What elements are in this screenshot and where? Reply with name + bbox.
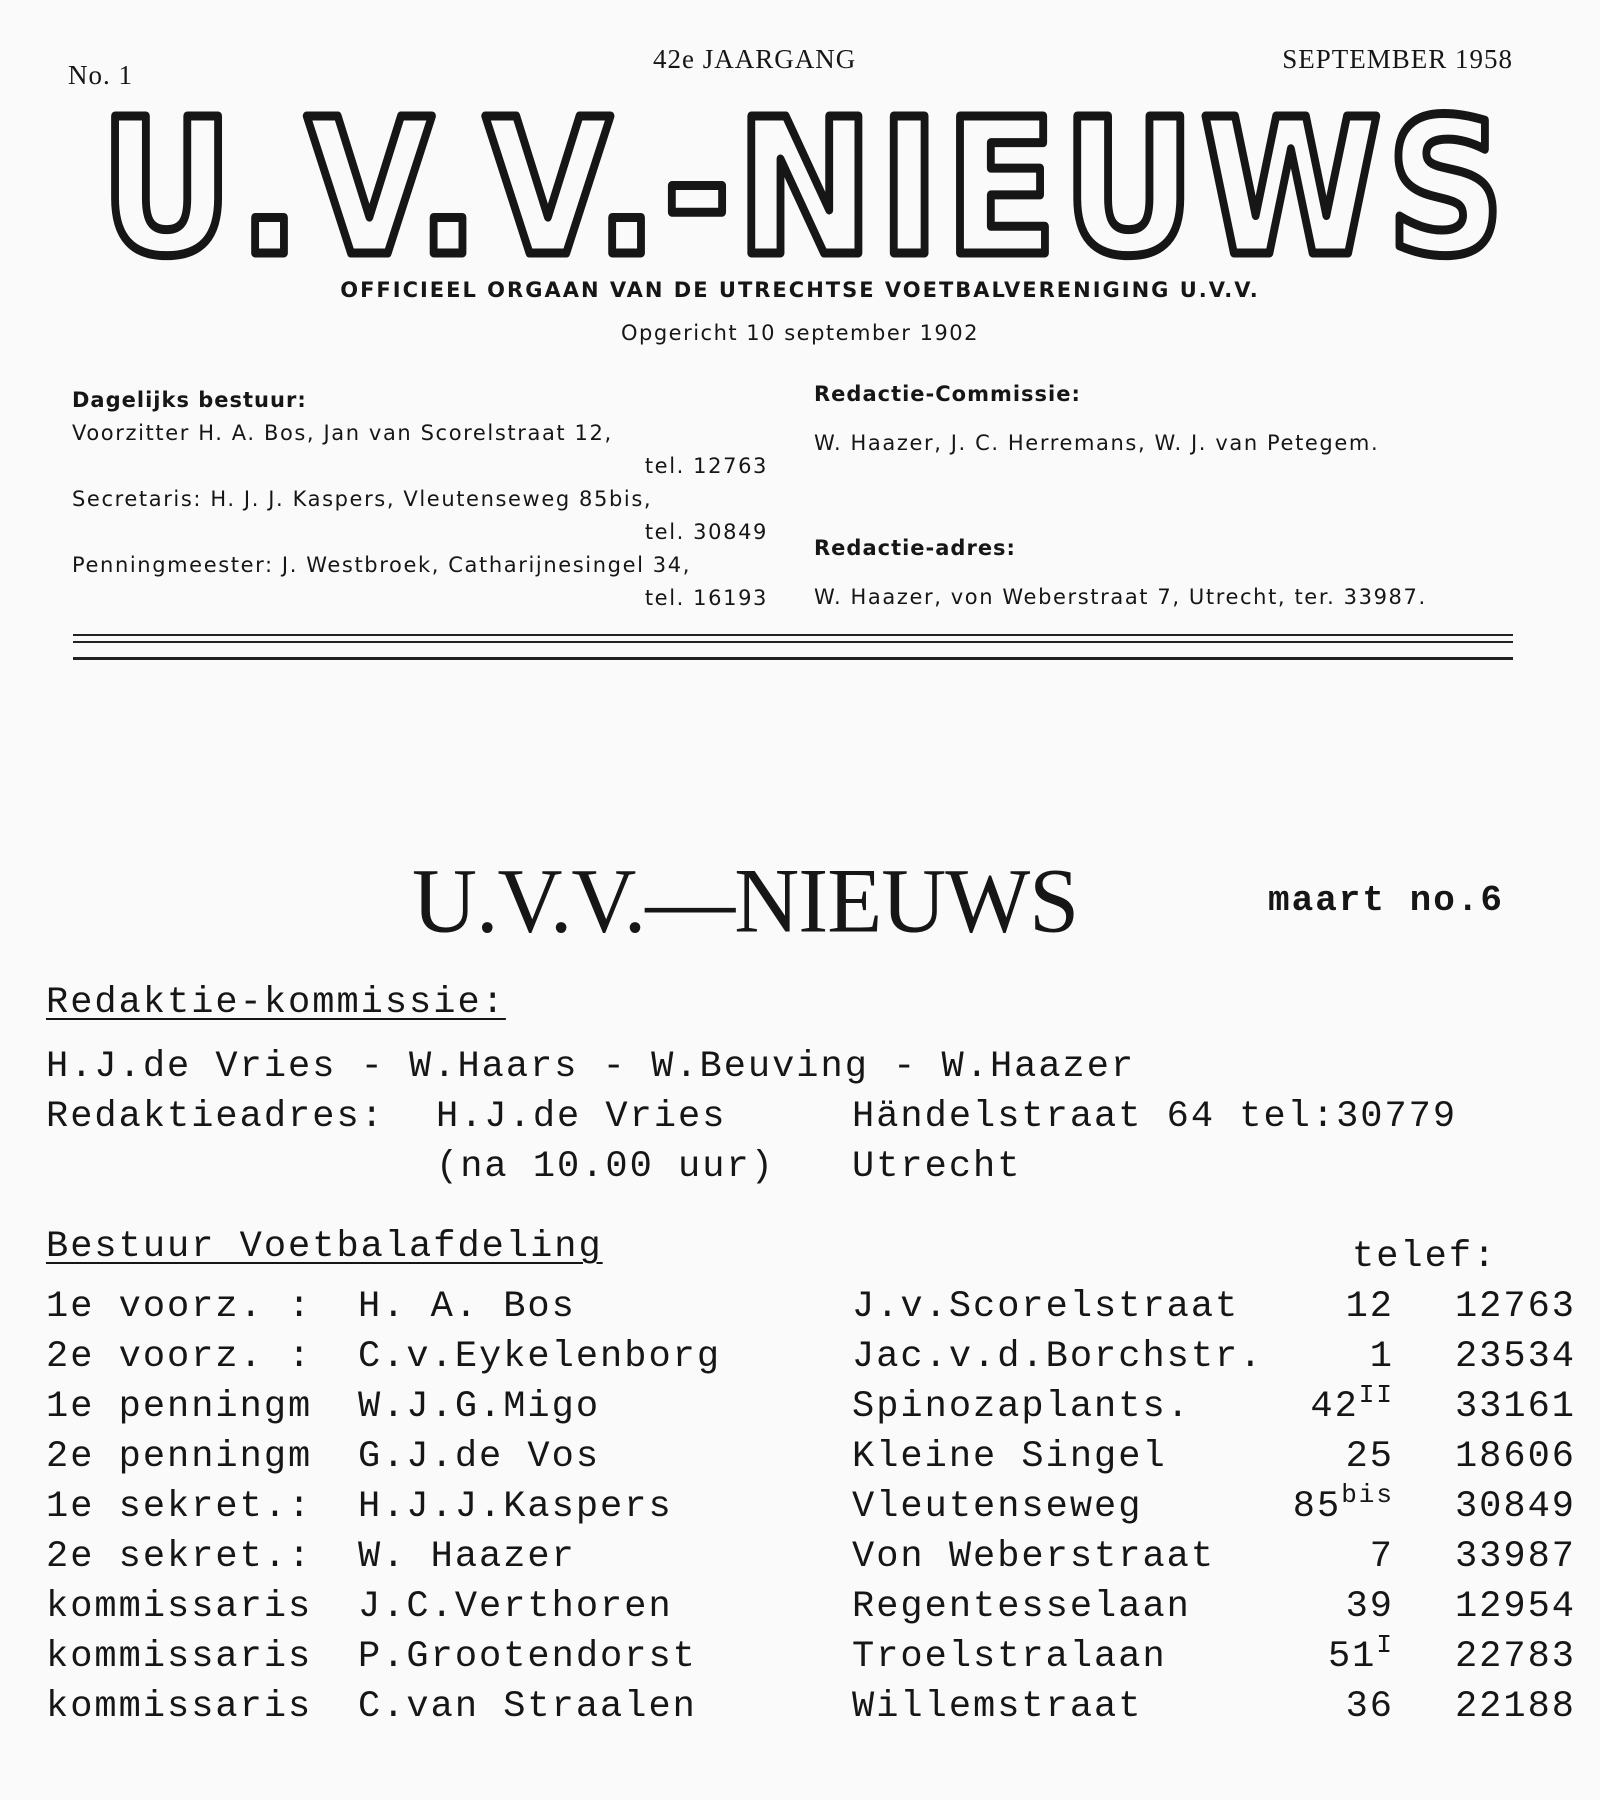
founding-date: Opgericht 10 september 1902 bbox=[620, 321, 980, 345]
board-function: 1e sekret.: bbox=[46, 1486, 313, 1528]
board-member-tel: 33987 bbox=[1454, 1536, 1576, 1578]
board-member-street: Spinozaplants. bbox=[852, 1386, 1191, 1428]
board-row bbox=[46, 1282, 1576, 1332]
board-function: 1e voorz. : bbox=[46, 1286, 313, 1328]
board-row bbox=[46, 1382, 1576, 1432]
board-member-street: Vleutenseweg bbox=[852, 1486, 1143, 1528]
board-member-street: J.v.Scorelstraat bbox=[852, 1286, 1240, 1328]
board-row bbox=[46, 1682, 1576, 1732]
typed-sheet-title: U.V.V.—NIEUWS bbox=[412, 851, 1079, 952]
board-member-name: C.v.Eykelenborg bbox=[358, 1336, 722, 1378]
board-function: 2e voorz. : bbox=[46, 1336, 313, 1378]
board-member-name: W.J.G.Migo bbox=[358, 1386, 601, 1428]
daily-board-column bbox=[72, 384, 768, 615]
board-member-name: H.J.J.Kaspers bbox=[358, 1486, 673, 1528]
board-function: kommissaris bbox=[46, 1636, 313, 1678]
board-member-tel: 12763 bbox=[1454, 1286, 1576, 1328]
subtitle: OFFICIEEL ORGAAN VAN DE UTRECHTSE VOETBALVERENIGING U.V.V. bbox=[340, 278, 1260, 302]
editorial-address: W. Haazer, von Weberstraat 7, Utrecht, ter. 33987. bbox=[814, 585, 1427, 609]
board-member-house-number bbox=[1346, 1582, 1394, 1632]
divider-rule bbox=[73, 641, 1513, 643]
board-row bbox=[46, 1432, 1576, 1482]
masthead-logo bbox=[95, 95, 1515, 275]
typed-sheet-issue: maart no.6 bbox=[1268, 880, 1505, 921]
masthead-info-line bbox=[68, 44, 1513, 90]
editorial-address-label: Redaktieadres: bbox=[46, 1096, 385, 1138]
board-member-name: P.Grootendorst bbox=[358, 1636, 697, 1678]
house-number-value: 12 bbox=[1345, 1286, 1394, 1328]
issue-number: No. 1 bbox=[68, 60, 133, 90]
board-member-street: Regentesselaan bbox=[852, 1586, 1191, 1628]
board-member-name: G.J.de Vos bbox=[358, 1436, 601, 1478]
board-entry-tel: tel. 30849 bbox=[644, 520, 768, 544]
board-member-house-number bbox=[1346, 1282, 1394, 1332]
editorial-address-heading: Redactie-adres: bbox=[814, 536, 1016, 560]
board-function: 2e penningm bbox=[46, 1436, 313, 1478]
editorial-address-time: (na 10.00 uur) bbox=[436, 1146, 775, 1188]
board-member-house-number bbox=[1310, 1382, 1394, 1432]
board-entry-tel: tel. 12763 bbox=[644, 454, 768, 478]
editorial-address-street: Händelstraat 64 tel:30779 bbox=[852, 1096, 1458, 1138]
board-function: 2e sekret.: bbox=[46, 1536, 313, 1578]
board-member-name: H. A. Bos bbox=[358, 1286, 576, 1328]
football-board-list bbox=[46, 1282, 1576, 1732]
house-number-value: 85 bbox=[1292, 1486, 1342, 1528]
house-number-value: 1 bbox=[1369, 1336, 1394, 1378]
board-member-tel: 33161 bbox=[1454, 1386, 1576, 1428]
board-row bbox=[46, 1482, 1576, 1532]
board-entry bbox=[72, 417, 768, 483]
board-function: kommissaris bbox=[46, 1686, 313, 1728]
volume-label: 42e JAARGANG bbox=[653, 44, 857, 74]
board-entry-line: Voorzitter H. A. Bos, Jan van Scorelstraat 12, bbox=[72, 421, 613, 445]
editorial-address-name: H.J.de Vries bbox=[436, 1096, 727, 1138]
board-function: 1e penningm bbox=[46, 1386, 313, 1428]
board-row bbox=[46, 1332, 1576, 1382]
editorial-commission-heading: Redactie-Commissie: bbox=[814, 382, 1081, 406]
board-member-tel: 23534 bbox=[1454, 1336, 1576, 1378]
board-entry bbox=[72, 549, 768, 615]
board-member-name: W. Haazer bbox=[358, 1536, 576, 1578]
board-member-tel: 22188 bbox=[1454, 1686, 1576, 1728]
house-number-suffix: II bbox=[1358, 1380, 1394, 1410]
house-number-value: 39 bbox=[1345, 1586, 1394, 1628]
board-member-house-number bbox=[1346, 1432, 1394, 1482]
editorial-address-city: Utrecht bbox=[852, 1146, 1022, 1188]
editorial-commission-heading: Redaktie-kommissie: bbox=[46, 982, 506, 1024]
board-member-street: Von Weberstraat bbox=[852, 1536, 1216, 1578]
board-entry-tel: tel. 16193 bbox=[644, 586, 768, 610]
divider-rule bbox=[73, 634, 1513, 636]
board-row bbox=[46, 1582, 1576, 1632]
masthead-logo-svg bbox=[95, 95, 1515, 275]
board-member-tel: 30849 bbox=[1454, 1486, 1576, 1528]
board-member-house-number bbox=[1370, 1532, 1394, 1582]
telephone-column-header: telef: bbox=[1352, 1236, 1498, 1278]
board-entry-line: Secretaris: H. J. J. Kaspers, Vleutenseweg 85bis, bbox=[72, 487, 653, 511]
board-member-tel: 18606 bbox=[1454, 1436, 1576, 1478]
house-number-value: 7 bbox=[1369, 1536, 1394, 1578]
board-member-house-number bbox=[1370, 1332, 1394, 1382]
house-number-value: 36 bbox=[1345, 1686, 1394, 1728]
house-number-value: 25 bbox=[1345, 1436, 1394, 1478]
editorial-column bbox=[814, 378, 1514, 614]
divider-rule bbox=[73, 657, 1513, 660]
board-member-tel: 12954 bbox=[1454, 1586, 1576, 1628]
football-board-heading: Bestuur Voetbalafdeling bbox=[46, 1226, 603, 1268]
house-number-suffix: I bbox=[1376, 1630, 1394, 1660]
board-row bbox=[46, 1632, 1576, 1682]
board-member-house-number bbox=[1293, 1482, 1394, 1532]
board-member-house-number bbox=[1328, 1632, 1394, 1682]
house-number-suffix: bis bbox=[1341, 1480, 1394, 1510]
house-number-value: 51 bbox=[1327, 1636, 1377, 1678]
masthead-title: U.V.V.-NIEUWS bbox=[100, 95, 1510, 275]
board-member-street: Willemstraat bbox=[852, 1686, 1143, 1728]
house-number-value: 42 bbox=[1310, 1386, 1359, 1428]
editorial-commission-members: H.J.de Vries - W.Haars - W.Beuving - W.Haazer bbox=[46, 1046, 1136, 1088]
board-row bbox=[46, 1532, 1576, 1582]
board-member-name: J.C.Verthoren bbox=[358, 1586, 673, 1628]
board-member-tel: 22783 bbox=[1454, 1636, 1576, 1678]
board-entry-line: Penningmeester: J. Westbroek, Catharijnesingel 34, bbox=[72, 553, 692, 577]
board-member-street: Kleine Singel bbox=[852, 1436, 1167, 1478]
editorial-commission-members: W. Haazer, J. C. Herremans, W. J. van Petegem. bbox=[814, 431, 1380, 455]
board-member-street: Jac.v.d.Borchstr. bbox=[852, 1336, 1264, 1378]
board-member-house-number bbox=[1346, 1682, 1394, 1732]
board-member-street: Troelstralaan bbox=[852, 1636, 1167, 1678]
issue-date: SEPTEMBER 1958 bbox=[1282, 44, 1513, 74]
board-member-name: C.van Straalen bbox=[358, 1686, 697, 1728]
board-entry bbox=[72, 483, 768, 549]
board-function: kommissaris bbox=[46, 1586, 313, 1628]
daily-board-heading: Dagelijks bestuur: bbox=[72, 388, 307, 412]
